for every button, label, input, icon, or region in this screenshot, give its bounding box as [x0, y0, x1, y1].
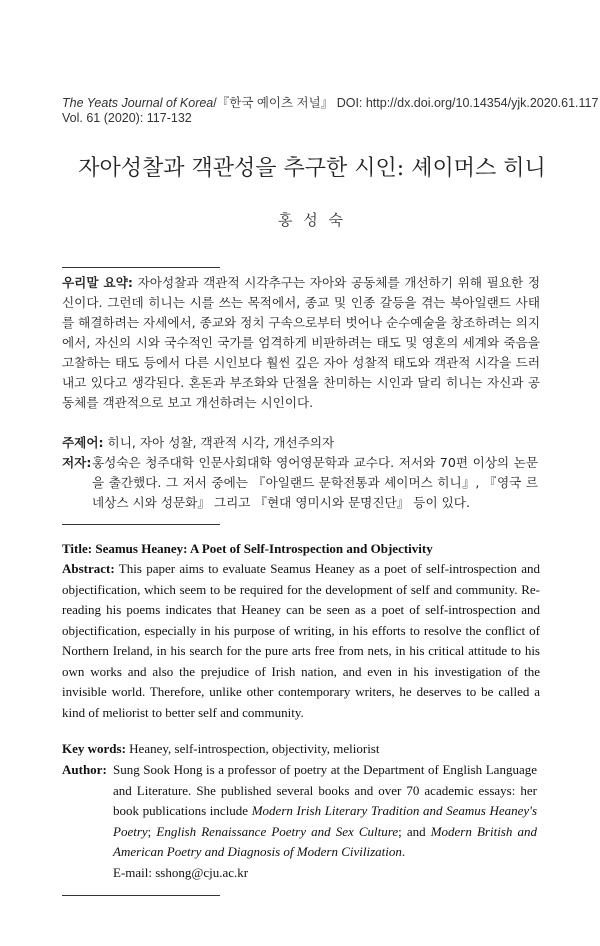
paper-author: 홍 성 숙	[277, 211, 346, 229]
journal-citation	[62, 93, 598, 111]
divider-top	[62, 267, 220, 268]
korean-author-label: 저자:	[62, 455, 92, 470]
korean-keywords-label: 주제어:	[62, 435, 104, 450]
separator: ; and	[398, 823, 431, 839]
separator: .	[401, 844, 406, 859]
english-title	[62, 539, 540, 560]
korean-abstract-text: 자아성찰과 객관적 시각추구는 자아와 공동체를 개선하기 위해 필요한 정신이다. 그런데 히니는 시를 쓰는 목적에서, 종교 및 인종 갈등을 겪는 북아일랜드 사태를 해결하려는 자세에서, 종교와 정치 구속으로부터 벗어나 순수예술을 창조하려는 의지에서, 자신의 시와 국수적인 국가를 엄격하게 비판하려는 태도 및 영혼의 세계와 죽음을 고찰하는 태도 등에서 다른 시인보다 훨씬 깊은 자아 성찰적 태도와 객관적 시각을 드러내고 있다고 생각된다. 혼돈과 부조화와 단절을 찬미하는 시인과 달리 히니는 자신과 공동체를 객관적으로 보고 개선하려는 시인이다.	[62, 275, 541, 410]
korean-abstract-label: 우리말 요약:	[62, 275, 133, 290]
english-abstract	[62, 559, 540, 723]
english-keywords-text: Heaney, self-introspection, objectivity, meliorist	[125, 741, 380, 756]
journal-name-en: The Yeats Journal of Korea	[62, 96, 214, 110]
separator: ;	[147, 823, 157, 839]
book-title: Modern British and American Poetry and Diagnosis of Modern Civilization	[113, 823, 537, 859]
english-abstract-label: Abstract:	[62, 561, 115, 576]
english-author-text	[113, 760, 537, 883]
divider-middle	[62, 524, 220, 525]
author-email[interactable]: E-mail: sshong@cju.ac.kr	[113, 864, 249, 880]
korean-abstract	[62, 273, 540, 413]
english-title-text: Title: Seamus Heaney: A Poet of Self-Introspection and Objectivity	[62, 541, 433, 556]
book-title: English Renaissance Poetry and Sex Culture	[156, 823, 399, 839]
journal-name-ko: /『한국 예이츠 저널』	[213, 96, 334, 110]
volume-info: Vol. 61 (2020): 117-132	[62, 111, 192, 125]
english-keywords-label: Key words:	[62, 741, 126, 756]
book-title: Modern Irish Literary Tradition and Seamus Heaney's Poetry	[113, 803, 538, 839]
korean-author-bio	[62, 453, 540, 513]
korean-keywords-text: 히니, 자아 성찰, 객관적 시각, 개선주의자	[103, 435, 335, 450]
english-abstract-text: This paper aims to evaluate Seamus Heaney as a poet of self-introspection and objectification, which seem to be required for the development of self and community. Re-reading his poems indicates that Heaney can be seen as a poet of self-introspection and objectification, especially in his purpose of writing, in his efforts to resolve the conflict of Northern Ireland, in his search for the pure arts free from nets, in his critical attitude to his own works and also the prejudice of Irish nation, and even in his investigation of the invisible world. Therefore, unlike other contemporary writers, he deserves to be called a kind of meliorist to better self and community.	[62, 561, 540, 720]
paper-title: 자아성찰과 객관성을 추구한 시인: 셰이머스 히니	[78, 156, 546, 181]
english-keywords	[62, 739, 540, 760]
korean-author-text: 홍성숙은 청주대학 인문사회대학 영어영문학과 교수다. 저서와 70편 이상의 논문을 출간했다. 그 저서 중에는 『아일랜드 문학전통과 셰이머스 히니』, 『영국 르네상스 시와 성문화』 그리고 『현대 영미시와 문명진단』 등이 있다.	[92, 455, 538, 510]
english-author-label: Author:	[62, 762, 107, 777]
author-bio-text: Sung Sook Hong is a professor of poetry at the Department of English Language and Literature. She published several books and over 70 academic essays: her book publications include	[113, 762, 537, 818]
english-author-bio	[62, 760, 540, 883]
doi-link[interactable]: DOI: http://dx.doi.org/10.14354/yjk.2020.61.117	[333, 96, 599, 110]
divider-bottom	[62, 895, 220, 896]
korean-keywords	[62, 433, 540, 453]
